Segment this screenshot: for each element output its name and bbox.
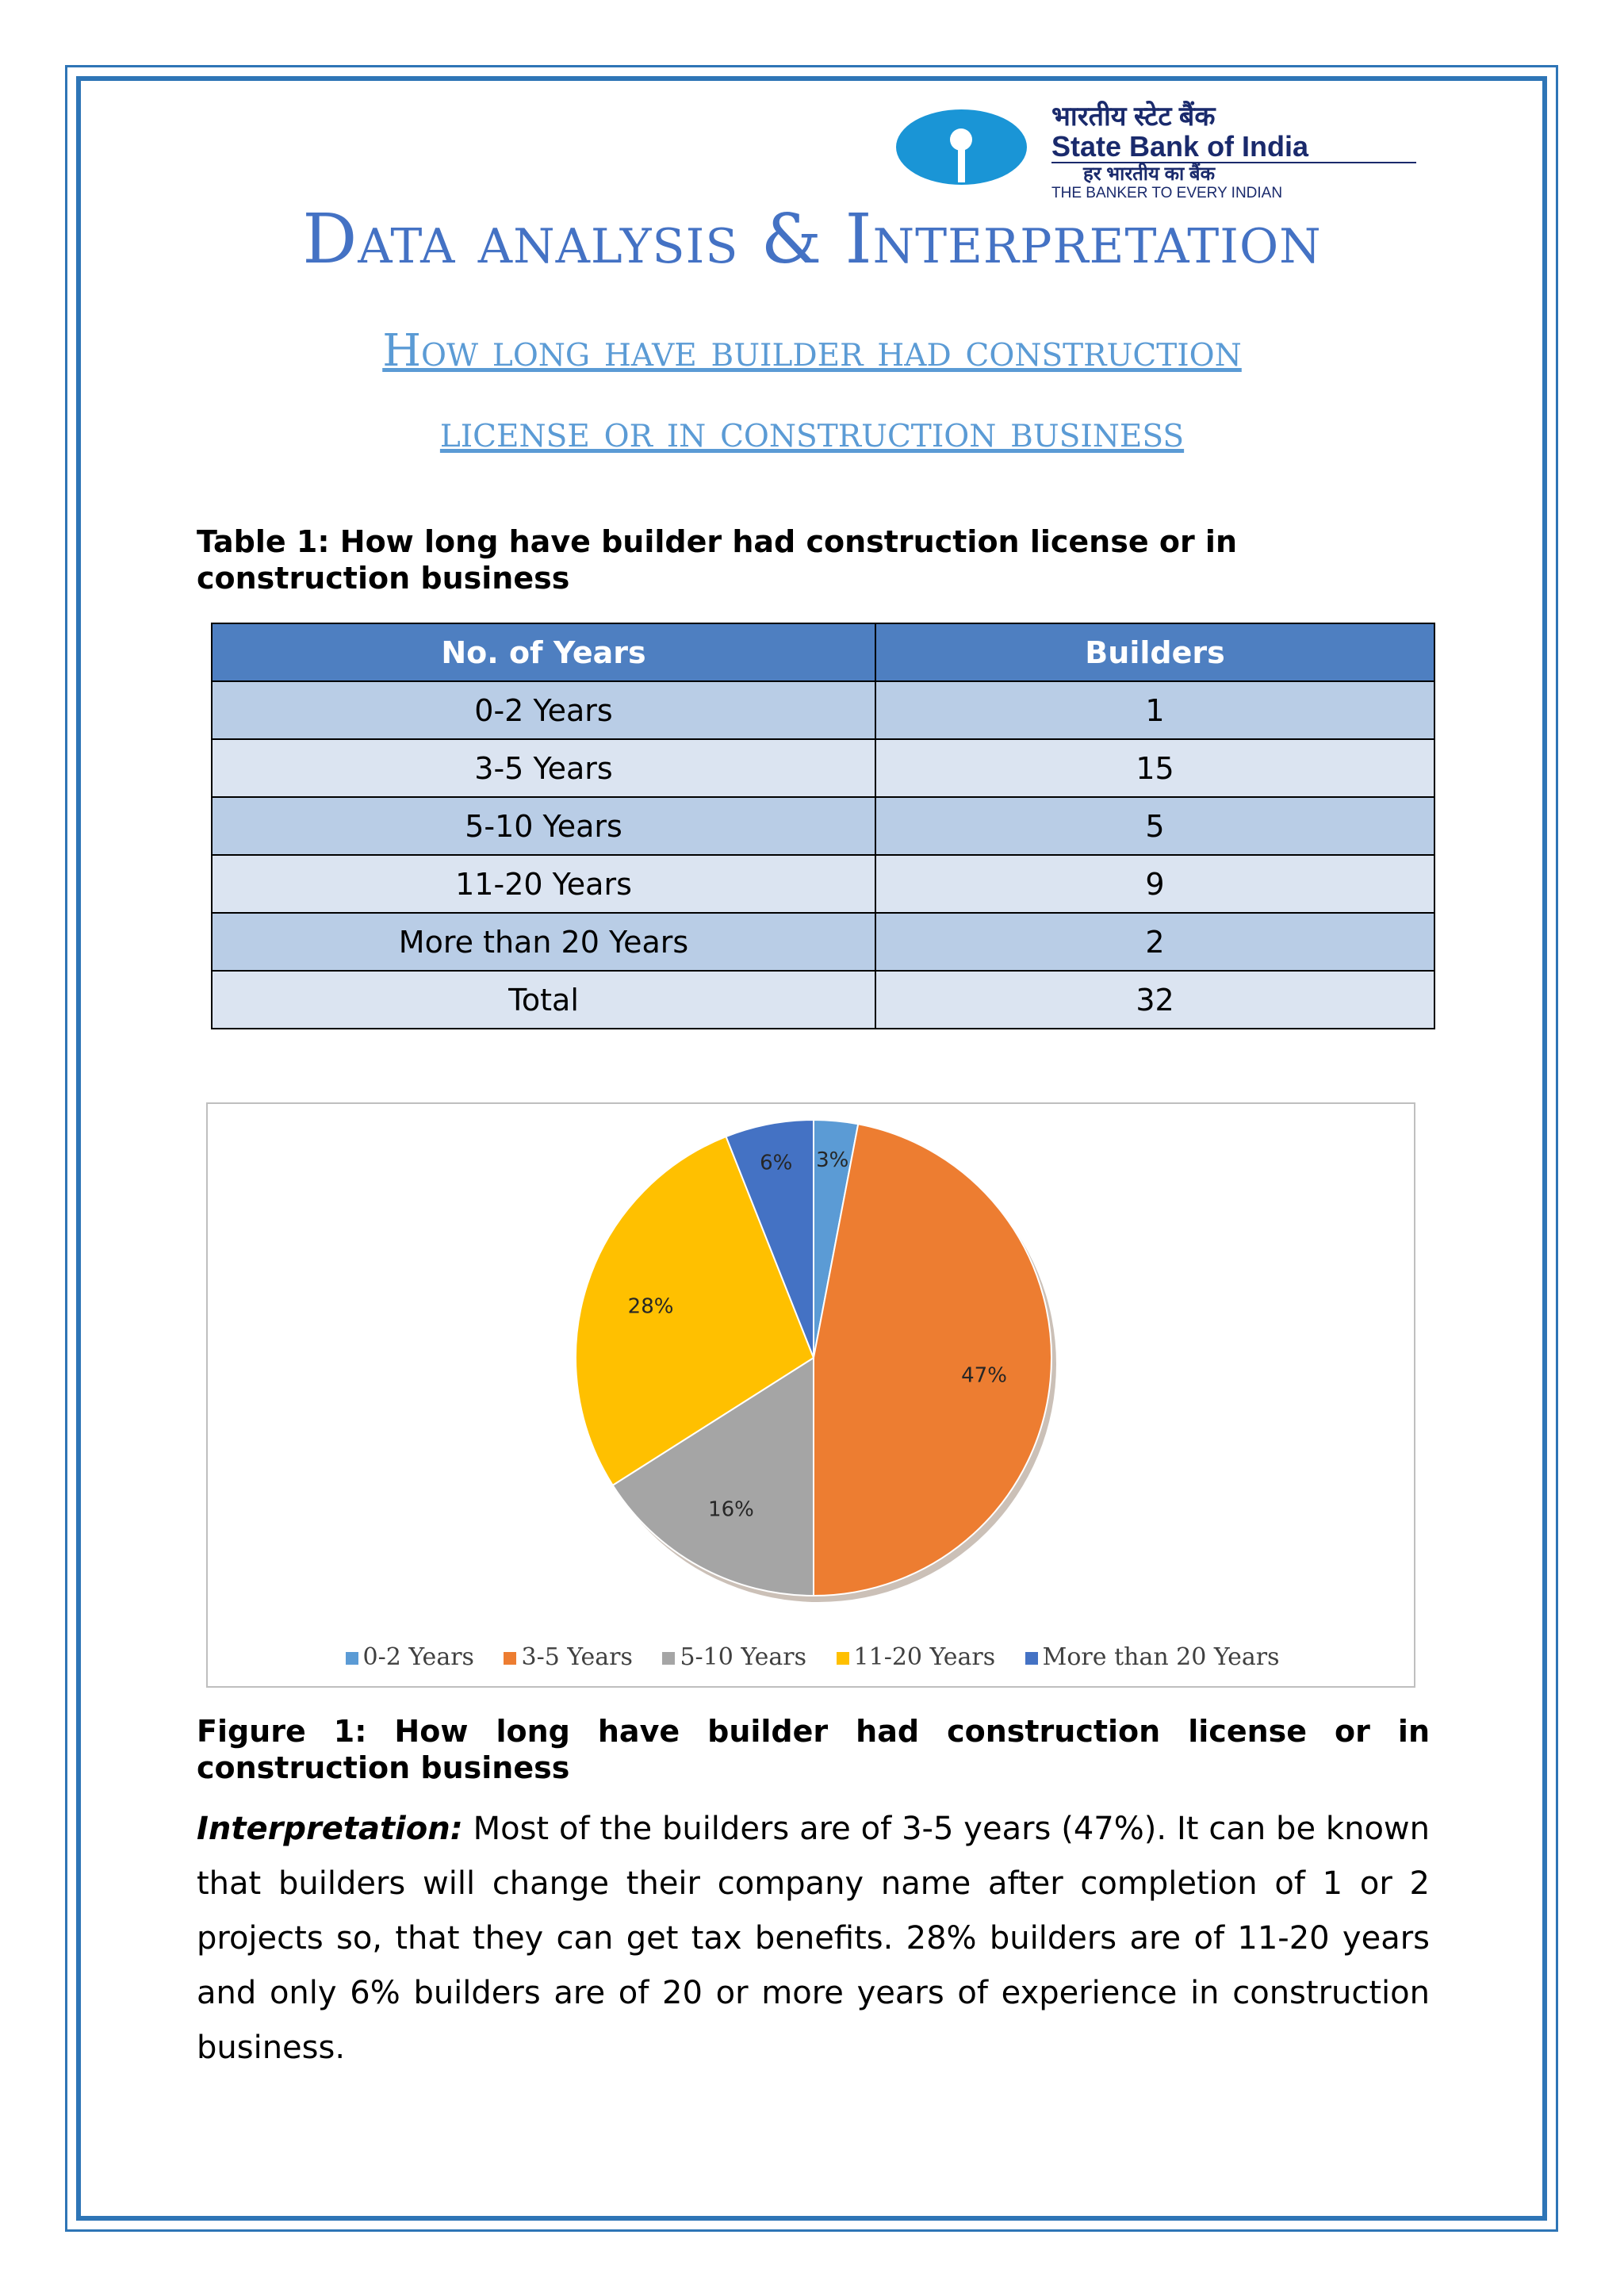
legend-item (662, 1643, 806, 1671)
pie-data-label: 6% (760, 1151, 793, 1175)
legend-label: More than 20 Years (1042, 1643, 1280, 1671)
cell-years: Total (212, 971, 875, 1029)
table-row (212, 913, 1434, 971)
table-row (212, 739, 1434, 797)
legend-item (346, 1643, 474, 1671)
table-caption: Table 1: How long have builder had construction license or in construction business (197, 524, 1238, 596)
page-title: Data analysis & Interpretation (302, 200, 1322, 279)
legend-swatch (837, 1652, 849, 1665)
legend-label: 0-2 Years (362, 1643, 474, 1671)
cell-years: 5-10 Years (212, 797, 875, 855)
legend-item (837, 1643, 996, 1671)
header-years: No. of Years (212, 623, 875, 681)
pie-data-label: 28% (627, 1294, 674, 1319)
pie-data-label: 16% (708, 1497, 754, 1522)
cell-builders: 1 (875, 681, 1434, 739)
cell-builders: 15 (875, 739, 1434, 797)
sbi-logo-text (1051, 102, 1416, 201)
cell-years: 0-2 Years (212, 681, 875, 739)
legend-item (1025, 1643, 1280, 1671)
builders-table (211, 623, 1435, 1029)
logo-hindi-tagline: हर भारतीय का बैंक (1083, 163, 1216, 185)
cell-builders: 5 (875, 797, 1434, 855)
chart-legend (208, 1643, 1417, 1671)
header-builders: Builders (875, 623, 1434, 681)
table-row (212, 681, 1434, 739)
pie-chart-svg (208, 1104, 1417, 1635)
cell-builders: 9 (875, 855, 1434, 913)
page-subtitle-line2: license or in construction business (439, 406, 1185, 458)
legend-label: 11-20 Years (853, 1643, 996, 1671)
legend-item (504, 1643, 632, 1671)
pie-chart (206, 1102, 1415, 1688)
page-subtitle-line1: How long have builder had construction (382, 325, 1242, 377)
cell-builders: 32 (875, 971, 1434, 1029)
pie-data-label: 3% (816, 1148, 849, 1173)
table-header-row (212, 623, 1434, 681)
sbi-keyhole-icon (896, 109, 1027, 185)
pie-data-label: 47% (961, 1363, 1007, 1388)
table-row-total (212, 971, 1434, 1029)
legend-swatch (662, 1652, 675, 1665)
cell-years: 3-5 Years (212, 739, 875, 797)
cell-years: 11-20 Years (212, 855, 875, 913)
table-row (212, 855, 1434, 913)
interpretation-text: Most of the builders are of 3-5 years (47%). It can be known that builders will change their company name after completion of 1 or 2 projects so, that they can get tax benefits. 28% builders are of 11-20 years and only 6% builders are of 20 or more years of experience in construction business. (197, 1811, 1430, 2066)
figure-caption: Figure 1: How long have builder had construction license or in construction business (197, 1714, 1430, 1785)
legend-swatch (504, 1652, 516, 1665)
legend-label: 5-10 Years (680, 1643, 806, 1671)
cell-builders: 2 (875, 913, 1434, 971)
logo-english-name: State Bank of India (1051, 132, 1416, 163)
legend-swatch (346, 1652, 358, 1665)
sbi-logo (896, 102, 1419, 201)
interpretation-paragraph (197, 1802, 1430, 2076)
logo-tagline: THE BANKER TO EVERY INDIAN (1051, 185, 1283, 201)
legend-label: 3-5 Years (521, 1643, 633, 1671)
logo-hindi-name: भारतीय स्टेट बैंक (1051, 102, 1216, 132)
interpretation-label: Interpretation: (197, 1811, 463, 1847)
pie-slice-2 (814, 1124, 1051, 1596)
cell-years: More than 20 Years (212, 913, 875, 971)
legend-swatch (1025, 1652, 1038, 1665)
table-row (212, 797, 1434, 855)
